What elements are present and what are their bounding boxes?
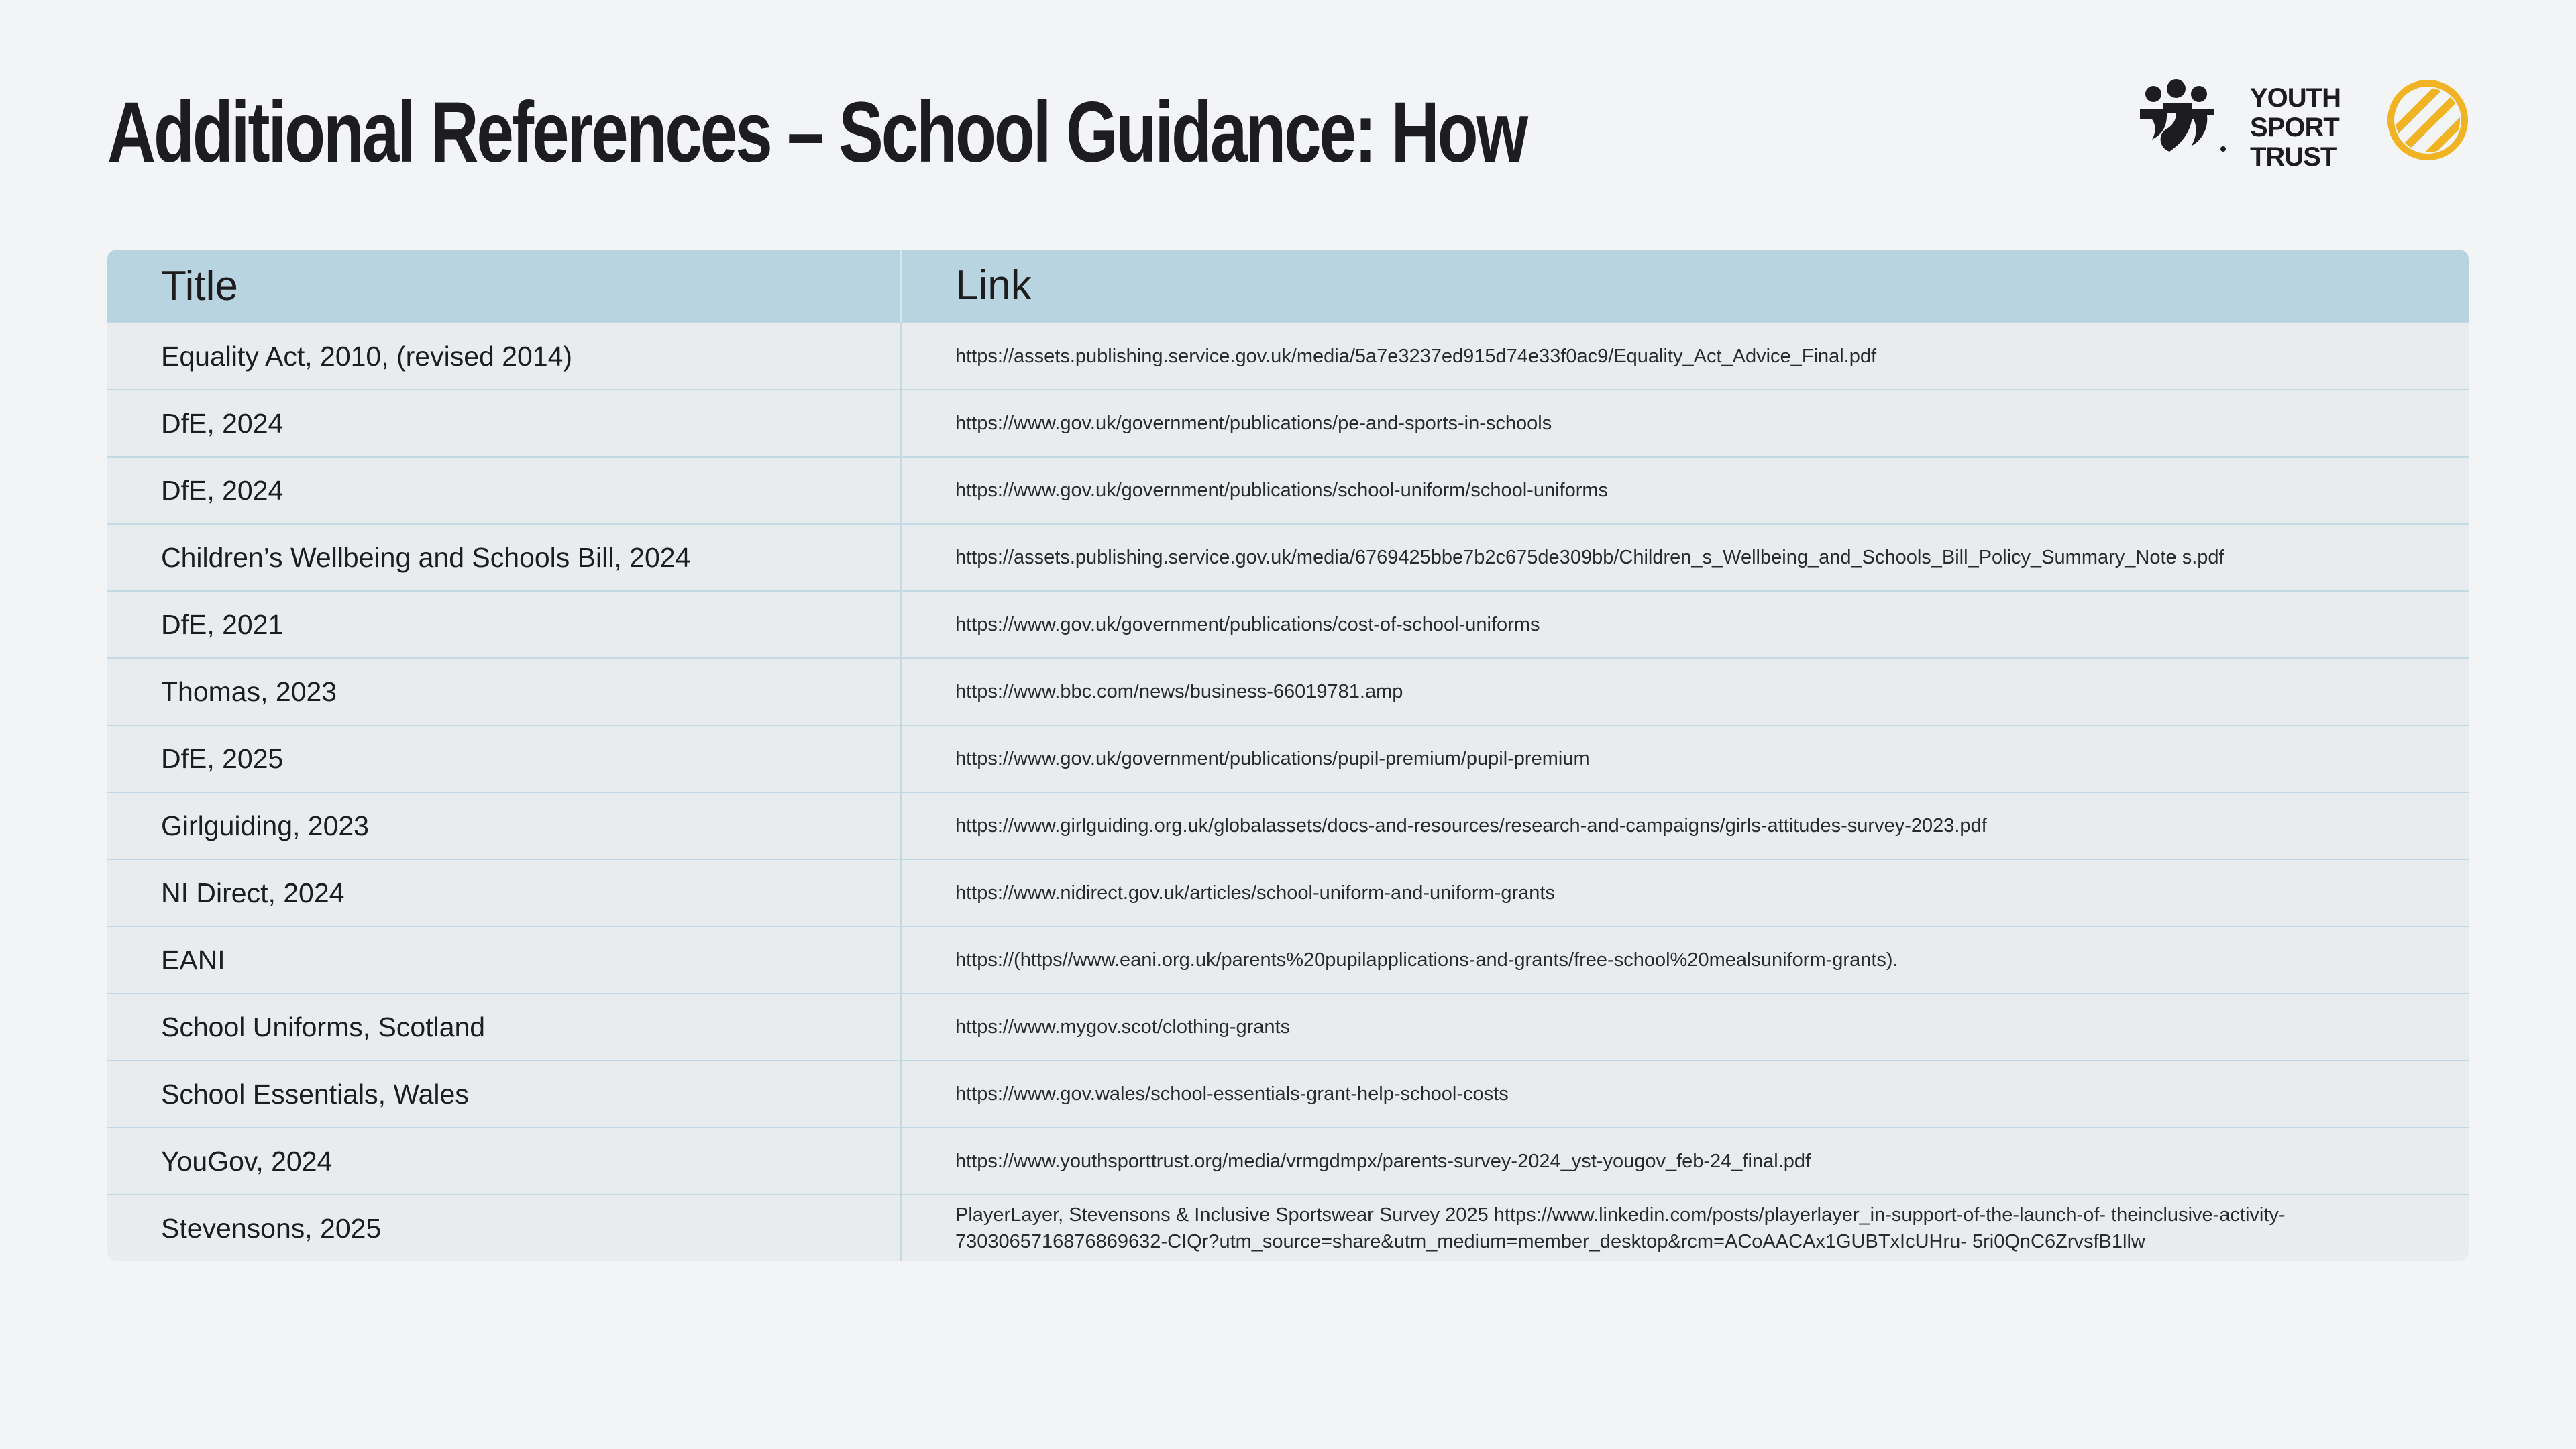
- reference-link[interactable]: https://assets.publishing.service.gov.uk/media/6769425bbe7b2c675de309bb/Children_s_Wellbeing_and_Schools_Bill_Policy_Summary_Note s.pdf: [955, 547, 2224, 568]
- logo-line-sport: SPORT: [2250, 113, 2339, 142]
- reference-link[interactable]: https://www.gov.uk/government/publications/cost-of-school-uniforms: [955, 614, 1540, 635]
- table-row: [107, 724, 2469, 792]
- striped-circle-badge-icon: [2387, 79, 2469, 161]
- table-row: [107, 993, 2469, 1060]
- table-row: [107, 389, 2469, 456]
- reference-title: Girlguiding, 2023: [107, 793, 902, 859]
- reference-title: DfE, 2025: [107, 726, 902, 792]
- table-row: [107, 322, 2469, 389]
- reference-title: DfE, 2021: [107, 592, 902, 657]
- reference-link[interactable]: https://www.mygov.scot/clothing-grants: [955, 1016, 1291, 1038]
- reference-title: NI Direct, 2024: [107, 860, 902, 926]
- references-table: [107, 250, 2469, 1261]
- reference-link[interactable]: PlayerLayer, Stevensons & Inclusive Sportswear Survey 2025 https://www.linkedin.com/posts/playerlayer_in-support-of-the-launch-of- theinclusive-activity-7303065716876869632-CIQr?utm_source=share&utm_medium=member_desktop&rcm=ACoAACAx1GUBTxIcUHru- 5ri0QnC6ZrvsfB1llw: [955, 1204, 2286, 1252]
- table-row: [107, 1127, 2469, 1194]
- reference-title: DfE, 2024: [107, 390, 902, 456]
- reference-title: Stevensons, 2025: [107, 1195, 902, 1261]
- reference-link[interactable]: https://www.girlguiding.org.uk/globalassets/docs-and-resources/research-and-campaigns/girls-attitudes-survey-2023.pdf: [955, 815, 1987, 837]
- reference-link[interactable]: https://www.gov.uk/government/publications/pupil-premium/pupil-premium: [955, 748, 1590, 769]
- reference-title: EANI: [107, 927, 902, 993]
- reference-link[interactable]: https://www.gov.uk/government/publications/pe-and-sports-in-schools: [955, 413, 1552, 434]
- table-row: [107, 926, 2469, 993]
- table-row: [107, 523, 2469, 590]
- reference-title: School Uniforms, Scotland: [107, 994, 902, 1060]
- table-row: [107, 859, 2469, 926]
- reference-title: Thomas, 2023: [107, 659, 902, 724]
- table-row: [107, 792, 2469, 859]
- column-header-link: Link: [955, 262, 1032, 309]
- reference-link[interactable]: https://www.youthsporttrust.org/media/vrmgdmpx/parents-survey-2024_yst-yougov_feb-24_final.pdf: [955, 1150, 1811, 1172]
- reference-link[interactable]: https://www.gov.uk/government/publications/school-uniform/school-uniforms: [955, 480, 1609, 501]
- reference-title: YouGov, 2024: [107, 1128, 902, 1194]
- table-row: [107, 456, 2469, 523]
- logo-line-trust: TRUST: [2250, 142, 2337, 172]
- reference-title: Children’s Wellbeing and Schools Bill, 2024: [107, 525, 902, 590]
- reference-link[interactable]: https://(https//www.eani.org.uk/parents%20pupilapplications-and-grants/free-school%20mealsuniform-grants).: [955, 949, 1898, 971]
- page-title: Additional References – School Guidance: How: [107, 85, 1527, 180]
- reference-title: School Essentials, Wales: [107, 1061, 902, 1127]
- column-header-title: Title: [107, 250, 902, 322]
- table-row: [107, 1194, 2469, 1261]
- logo-line-youth: YOUTH: [2250, 83, 2341, 113]
- reference-title: DfE, 2024: [107, 458, 902, 523]
- reference-title: Equality Act, 2010, (revised 2014): [107, 323, 902, 389]
- reference-link[interactable]: https://assets.publishing.service.gov.uk/media/5a7e3237ed915d74e33f0ac9/Equality_Act_Advice_Final.pdf: [955, 345, 1877, 367]
- table-row: [107, 590, 2469, 657]
- table-header-row: [107, 250, 2469, 322]
- reference-link[interactable]: https://www.nidirect.gov.uk/articles/school-uniform-and-uniform-grants: [955, 882, 1555, 904]
- reference-link[interactable]: https://www.gov.wales/school-essentials-grant-help-school-costs: [955, 1083, 1509, 1105]
- table-row: [107, 1060, 2469, 1127]
- youth-sport-trust-figures-icon: [2133, 79, 2247, 166]
- table-row: [107, 657, 2469, 724]
- youth-sport-trust-wordmark: [2250, 83, 2341, 172]
- reference-link[interactable]: https://www.bbc.com/news/business-66019781.amp: [955, 681, 1403, 702]
